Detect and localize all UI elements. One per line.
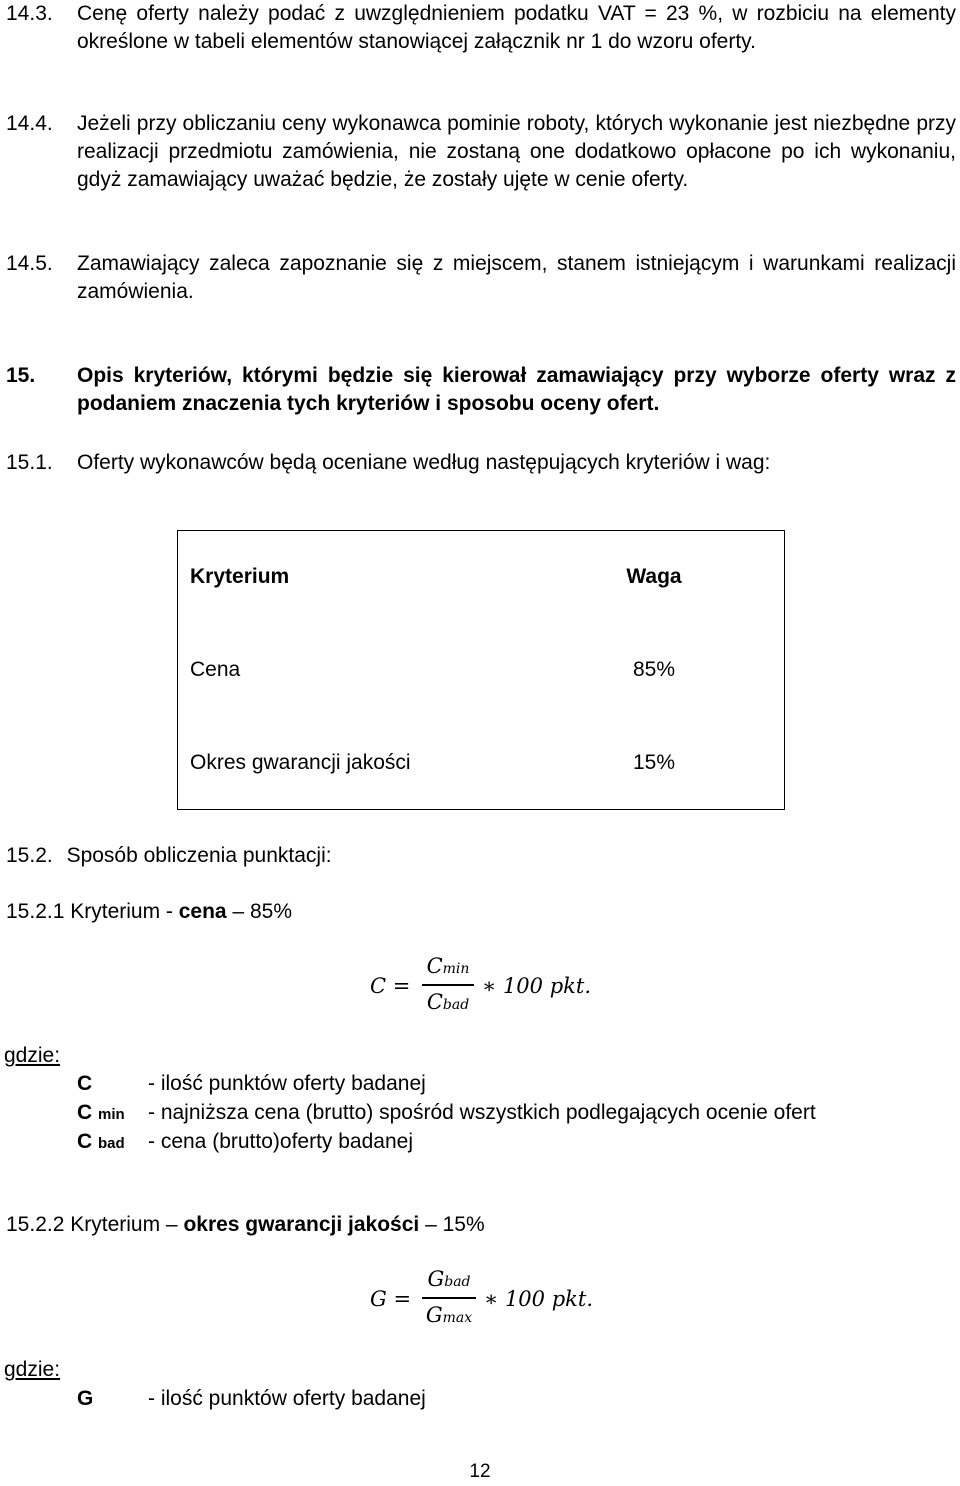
section-number: 15.2.1	[6, 900, 65, 923]
paragraph-15-2	[6, 842, 332, 870]
section-number: 14.4.	[6, 112, 53, 135]
variable-symbol: C min	[77, 1101, 125, 1124]
fraction-bar	[422, 984, 474, 986]
cell-weight: 15%	[632, 750, 676, 774]
table-row	[178, 624, 785, 717]
variable-description: - ilość punktów oferty badanej	[148, 1072, 426, 1095]
variable-description: - cena (brutto)oferty badanej	[148, 1130, 413, 1153]
formula-lhs: G =	[370, 1287, 412, 1311]
variable-symbol: C bad	[77, 1130, 125, 1153]
paragraph-14-3	[6, 0, 956, 56]
formula-rhs: ∗ 100 pkt.	[484, 1287, 593, 1311]
heading-15	[6, 362, 956, 418]
header-criterion: Kryterium	[190, 565, 290, 589]
section-text: Oferty wykonawców będą oceniane według następujących kryteriów i wag:	[77, 451, 771, 474]
criterion-prefix: Kryterium –	[70, 1213, 184, 1236]
criteria-table	[177, 530, 785, 810]
section-number: 15.2.2	[6, 1213, 65, 1236]
fraction-denominator: Cbad	[426, 990, 470, 1014]
cell-criterion: Cena	[190, 658, 241, 681]
table-row	[178, 717, 785, 810]
criterion-weight: – 85%	[226, 900, 293, 923]
section-text: Cenę oferty należy podać z uwzględnieniem podatku VAT = 23 %, w rozbiciu na elementy określone w tabeli elementów stanowiącej załącznik nr 1 do wzoru oferty.	[77, 2, 956, 53]
variable-symbol: G	[77, 1387, 94, 1410]
paragraph-15-2-1	[6, 898, 292, 926]
cell-weight: 85%	[632, 658, 676, 681]
cell-criterion: Okres gwarancji jakości	[190, 750, 411, 774]
fraction-numerator: Gbad	[427, 1267, 471, 1291]
criterion-name: cena	[178, 900, 227, 923]
section-text: Jeżeli przy obliczaniu ceny wykonawca pominie roboty, których wykonanie jest niezbędne przy realizacji przedmiotu zamówienia, nie zostaną one dodatkowo opłacone po ich wykonaniu, gdyż zamawiający uważać będzie, że zostały ujęte w cenie oferty.	[77, 112, 956, 191]
section-number: 15.1.	[6, 451, 53, 474]
variable-symbol: C	[77, 1072, 93, 1095]
where-label: gdzie:	[4, 1044, 61, 1067]
where-label: gdzie:	[4, 1358, 61, 1381]
formula-lhs: C =	[370, 974, 411, 998]
paragraph-14-4	[6, 110, 956, 194]
section-number: 14.3.	[6, 2, 53, 25]
variable-description: - najniższa cena (brutto) spośród wszystkich podlegających ocenie ofert	[148, 1101, 816, 1124]
criterion-name: okres gwarancji jakości	[183, 1213, 420, 1236]
paragraph-15-2-2	[6, 1211, 485, 1239]
formula-rhs: ∗ 100 pkt.	[482, 974, 591, 998]
section-number: 14.5.	[6, 252, 53, 275]
formula-fraction	[422, 1265, 476, 1335]
criterion-prefix: Kryterium -	[70, 900, 179, 923]
section-text: Zamawiający zaleca zapoznanie się z miejscem, stanem istniejącym i warunkami realizacji zamówienia.	[77, 252, 956, 303]
section-number: 15.2.	[6, 844, 53, 867]
fraction-numerator: Cmin	[426, 954, 470, 978]
warranty-formula	[370, 1265, 610, 1335]
criterion-weight: – 15%	[419, 1213, 485, 1236]
section-heading: Opis kryteriów, którymi będzie się kierował zamawiający przy wyborze oferty wraz z podaniem znaczenia tych kryteriów i sposobu oceny ofert.	[77, 364, 956, 415]
paragraph-15-1	[6, 449, 956, 477]
formula-fraction	[422, 952, 474, 1022]
header-weight: Waga	[626, 565, 682, 589]
section-text: Sposób obliczenia punktacji:	[66, 844, 332, 867]
page-number: 12	[469, 1461, 491, 1482]
price-formula	[370, 952, 610, 1022]
fraction-denominator: Gmax	[425, 1303, 473, 1327]
fraction-bar	[422, 1297, 476, 1299]
paragraph-14-5	[6, 250, 956, 306]
section-number: 15.	[6, 364, 36, 387]
variable-description: - ilość punktów oferty badanej	[148, 1387, 426, 1410]
table-header-row	[178, 531, 785, 624]
